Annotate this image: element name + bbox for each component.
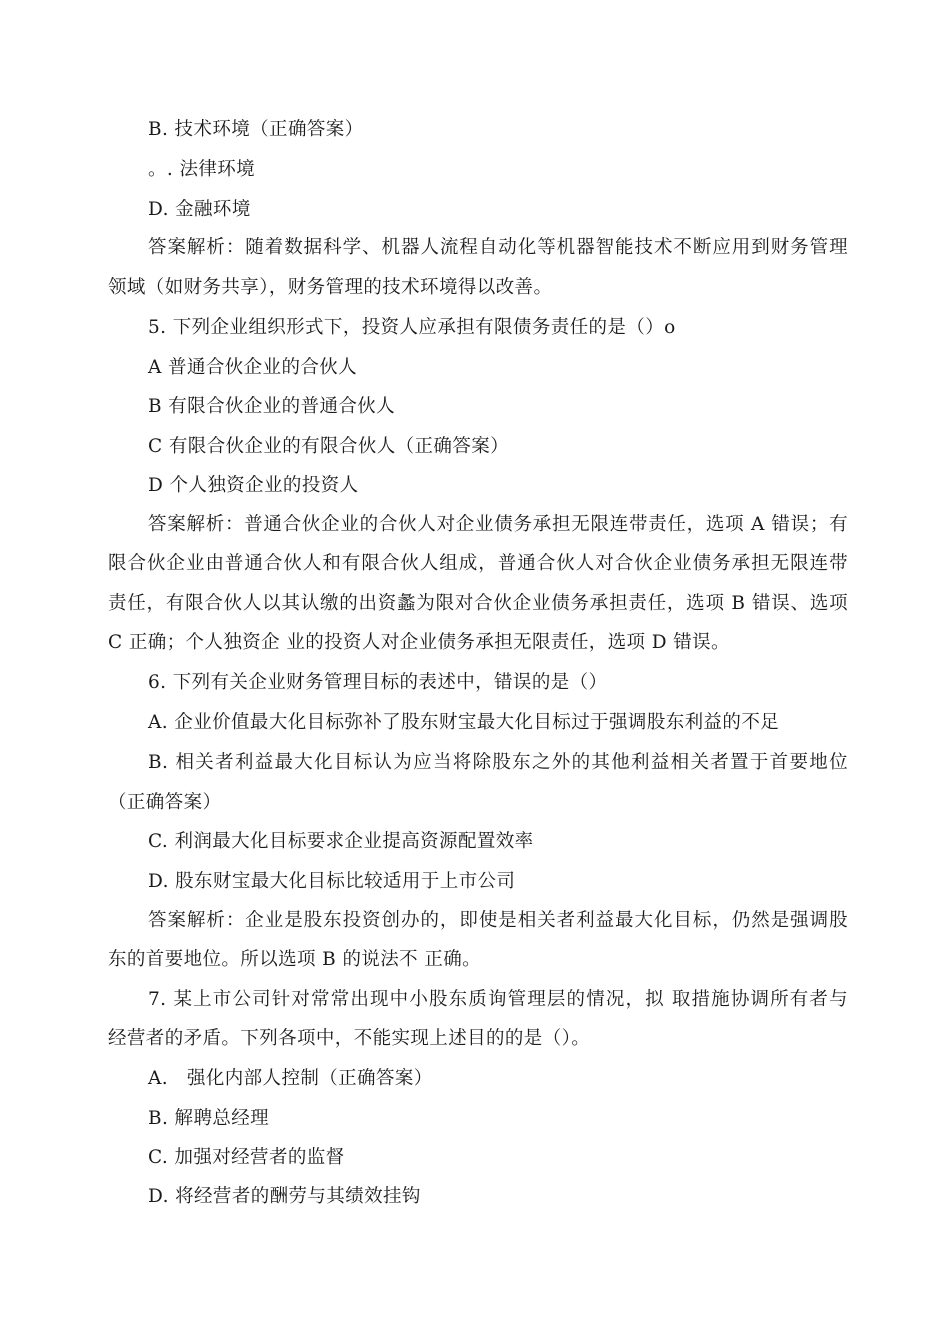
- option-b-tech-env: B. 技术环境（正确答案）: [148, 119, 364, 140]
- answer-explanation-q4-line2: 领域（如财务共享），财务管理的技术环境得以改善。: [108, 277, 553, 298]
- answer-explanation-q4-line1: 答案解析：随着数据科学、机器人流程自动化等机器智能技术不断应用到财务管理: [148, 237, 848, 258]
- q6-option-d: D. 股东财宝最大化目标比较适用于上市公司: [148, 871, 516, 892]
- answer-explanation-q5-line4: C 正确；个人独资企 业的投资人对企业债务承担无限责任，选项 D 错误。: [108, 632, 730, 653]
- q7-option-d: D. 将经营者的酬劳与其绩效挂钩: [148, 1186, 421, 1207]
- q5-option-d: D 个人独资企业的投资人: [148, 475, 359, 496]
- q6-option-a: A. 企业价值最大化目标弥补了股东财宝最大化目标过于强调股东利益的不足: [148, 712, 780, 733]
- q5-option-b: B 有限合伙企业的普通合伙人: [148, 396, 396, 417]
- option-d-finance-env: D. 金融环境: [148, 199, 251, 220]
- question-7-line2: 经营者的矛盾。下列各项中，不能实现上述目的的是（）。: [108, 1028, 591, 1049]
- question-6: 6. 下列有关企业财务管理目标的表述中，错误的是（）: [148, 672, 608, 693]
- question-7-line1: 7. 某上市公司针对常常出现中小股东质询管理层的情况，拟 取措施协调所有者与: [148, 989, 848, 1010]
- q7-option-c: C. 加强对经营者的监督: [148, 1147, 345, 1168]
- answer-explanation-q6-line1: 答案解析：企业是股东投资创办的，即使是相关者利益最大化目标，仍然是强调股: [148, 910, 848, 931]
- q6-option-c: C. 利润最大化目标要求企业提高资源配置效率: [148, 831, 534, 852]
- answer-explanation-q5-line1: 答案解析：普通合伙企业的合伙人对企业债务承担无限连带责任，选项 A 错误；有: [148, 514, 848, 535]
- answer-explanation-q5-line3: 责任，有限合伙人以其认缴的出资蠡为限对合伙企业债务承担责任，选项 B 错误、选项: [108, 593, 848, 614]
- q6-option-b-line1: B. 相关者利益最大化目标认为应当将除股东之外的其他利益相关者置于首要地位: [148, 752, 848, 773]
- answer-explanation-q5-line2: 限合伙企业由普通合伙人和有限合伙人组成，普通合伙人对合伙企业债务承担无限连带: [108, 553, 848, 574]
- question-5: 5. 下列企业组织形式下，投资人应承担有限债务责任的是（）o: [148, 317, 676, 338]
- answer-explanation-q6-line2: 东的首要地位。所以选项 B 的说法不 正确。: [108, 949, 482, 970]
- q7-option-a: A. 强化内部人控制（正确答案）: [148, 1068, 433, 1089]
- q7-option-b: B. 解聘总经理: [148, 1108, 270, 1129]
- q6-option-b-line2: （正确答案）: [108, 792, 222, 813]
- option-c-legal-env: 。. 法律环境: [148, 159, 256, 180]
- q5-option-c: C 有限合伙企业的有限合伙人（正确答案）: [148, 436, 510, 457]
- q5-option-a: A 普通合伙企业的合伙人: [148, 357, 358, 378]
